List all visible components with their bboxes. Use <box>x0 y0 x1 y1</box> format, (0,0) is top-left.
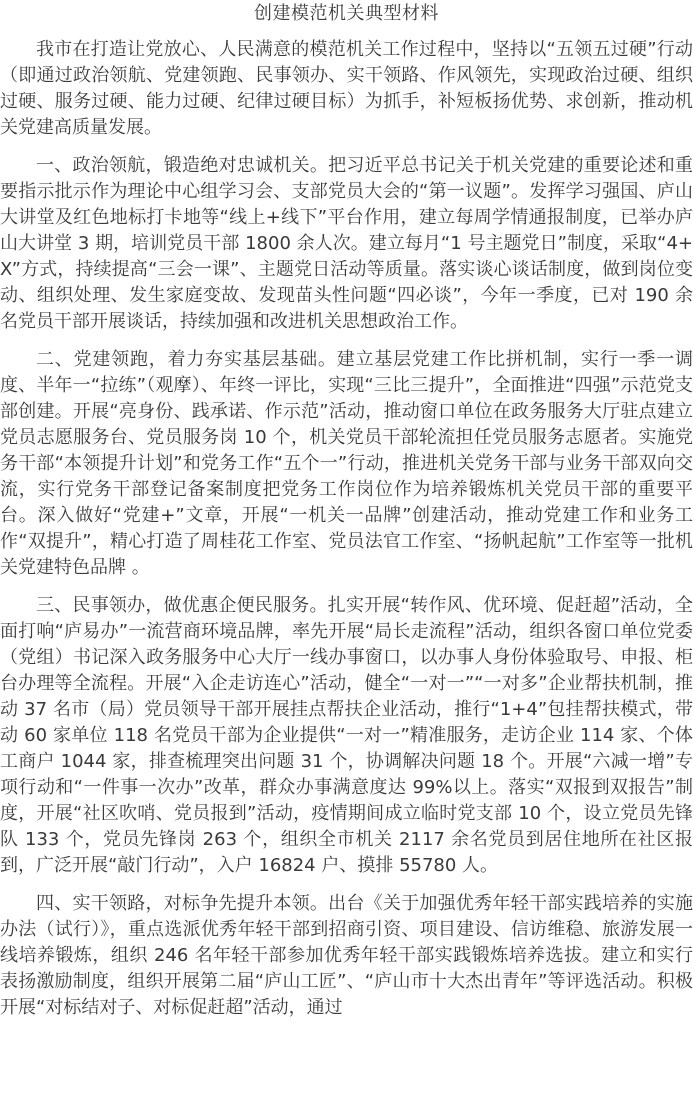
paragraph-text: 把习近平总书记关于机关党建的重要论述和重要指示批示作为理论中心组学习会、支部党员大会的“第一议题”。发挥学习强国、庐山大讲堂及红色地标打卡地等“线上+线下”平台作用，建立每周学情通报制度，已举办庐山大讲堂 3 期，培训党员干部 1800 余人次。建立每月“1 号主题党日”制度，采取“4+X”方式，持续提高“三会一课”、主题党日活动等质量。落实谈心谈话制度，做到岗位变动、组织处理、发生家庭变故、发现苗头性问题“四必谈”，今年一季度，已对 190 余名党员干部开展谈话，持续加强和改进机关思想政治工作。 <box>0 155 693 332</box>
document-title: 创建模范机关典型材料 <box>254 3 439 24</box>
section-heading: 四、实干领路，对标争先提升本领。 <box>36 893 329 914</box>
document-body <box>0 37 693 1021</box>
paragraph-text: 出台《关于加强优秀年轻干部实践培养的实施办法（试行）》，重点选派优秀年轻干部到招商引资、项目建设、信访维稳、旅游发展一线培养锻炼，组织 246 名年轻干部参加优秀年轻干部实践锻炼培养选拔。建立和实行表扬激励制度，组织开展第二届“庐山工匠”、“庐山市十大杰出青年”等评选活动。积极开展“对标结对子、对标促赶超”活动，通过 <box>0 893 693 1018</box>
section-heading: 一、政治领航，锻造绝对忠诚机关。 <box>36 155 329 176</box>
section-heading: 三、民事领办，做优惠企便民服务。 <box>36 595 328 616</box>
paragraph-section-4 <box>0 891 693 1021</box>
paragraph-text: 我市在打造让党放心、人民满意的模范机关工作过程中，坚持以“五领五过硬”行动（即通过政治领航、党建领跑、民事领办、实干领路、作风领先，实现政治过硬、组织过硬、服务过硬、能力过硬、纪律过硬目标）为抓手，补短板扬优势、求创新，推动机关党建高质量发展。 <box>0 39 693 138</box>
paragraph-intro <box>0 37 693 141</box>
paragraph-text: 扎实开展“转作风、优环境、促赶超”活动，全面打响“庐易办”一流营商环境品牌，率先开展“局长走流程”活动，组织各窗口单位党委（党组）书记深入政务服务中心大厅一线办事窗口，以办事人身份体验取号、申报、柜台办理等全流程。开展“入企走访连心”活动，健全“一对一”“一对多”企业帮扶机制，推动 37 名市（局）党员领导干部开展挂点帮扶企业活动，推行“1+4”包挂帮扶模式，带动 60 家单位 118 名党员干部为企业提供“一对一”精准服务，走访企业 114 家、个体工商户 1044 家，排查梳理突出问题 31 个，协调解决问题 18 个。开展“六减一增”专项行动和“一件事一次办”改革，群众办事满意度达 99%以上。落实“双报到双报告”制度，开展“社区吹哨、党员报到”活动，疫情期间成立临时党支部 10 个，设立党员先锋队 133 个，党员先锋岗 263 个，组织全市机关 2117 余名党员到居住地所在社区报到，广泛开展“敲门行动”，入户 16824 户、摸排 55780 人。 <box>0 595 693 876</box>
section-heading: 二、党建领跑，着力夯实基层基础。 <box>36 349 337 370</box>
paragraph-text: 建立基层党建工作比拼机制，实行一季一调度、半年一“拉练”（观摩）、年终一评比，实现“三比三提升”，全面推进“四强”示范党支部创建。开展“亮身份、践承诺、作示范”活动，推动窗口单位在政务服务大厅驻点建立党员志愿服务台、党员服务岗 10 个，机关党员干部轮流担任党员服务志愿者。实施党务干部“本领提升计划”和党务工作“五个一”行动，推进机关党务干部与业务干部双向交流，实行党务干部登记备案制度把党务工作岗位作为培养锻炼机关党员干部的重要平台。深入做好“党建+”文章，开展“一机关一品牌”创建活动，推动党建工作和业务工作“双提升”，精心打造了周桂花工作室、党员法官工作室、“扬帆起航”工作室等一批机关党建特色品牌 。 <box>0 349 693 578</box>
paragraph-section-1 <box>0 153 693 335</box>
paragraph-section-2 <box>0 347 693 581</box>
paragraph-section-3 <box>0 593 693 879</box>
